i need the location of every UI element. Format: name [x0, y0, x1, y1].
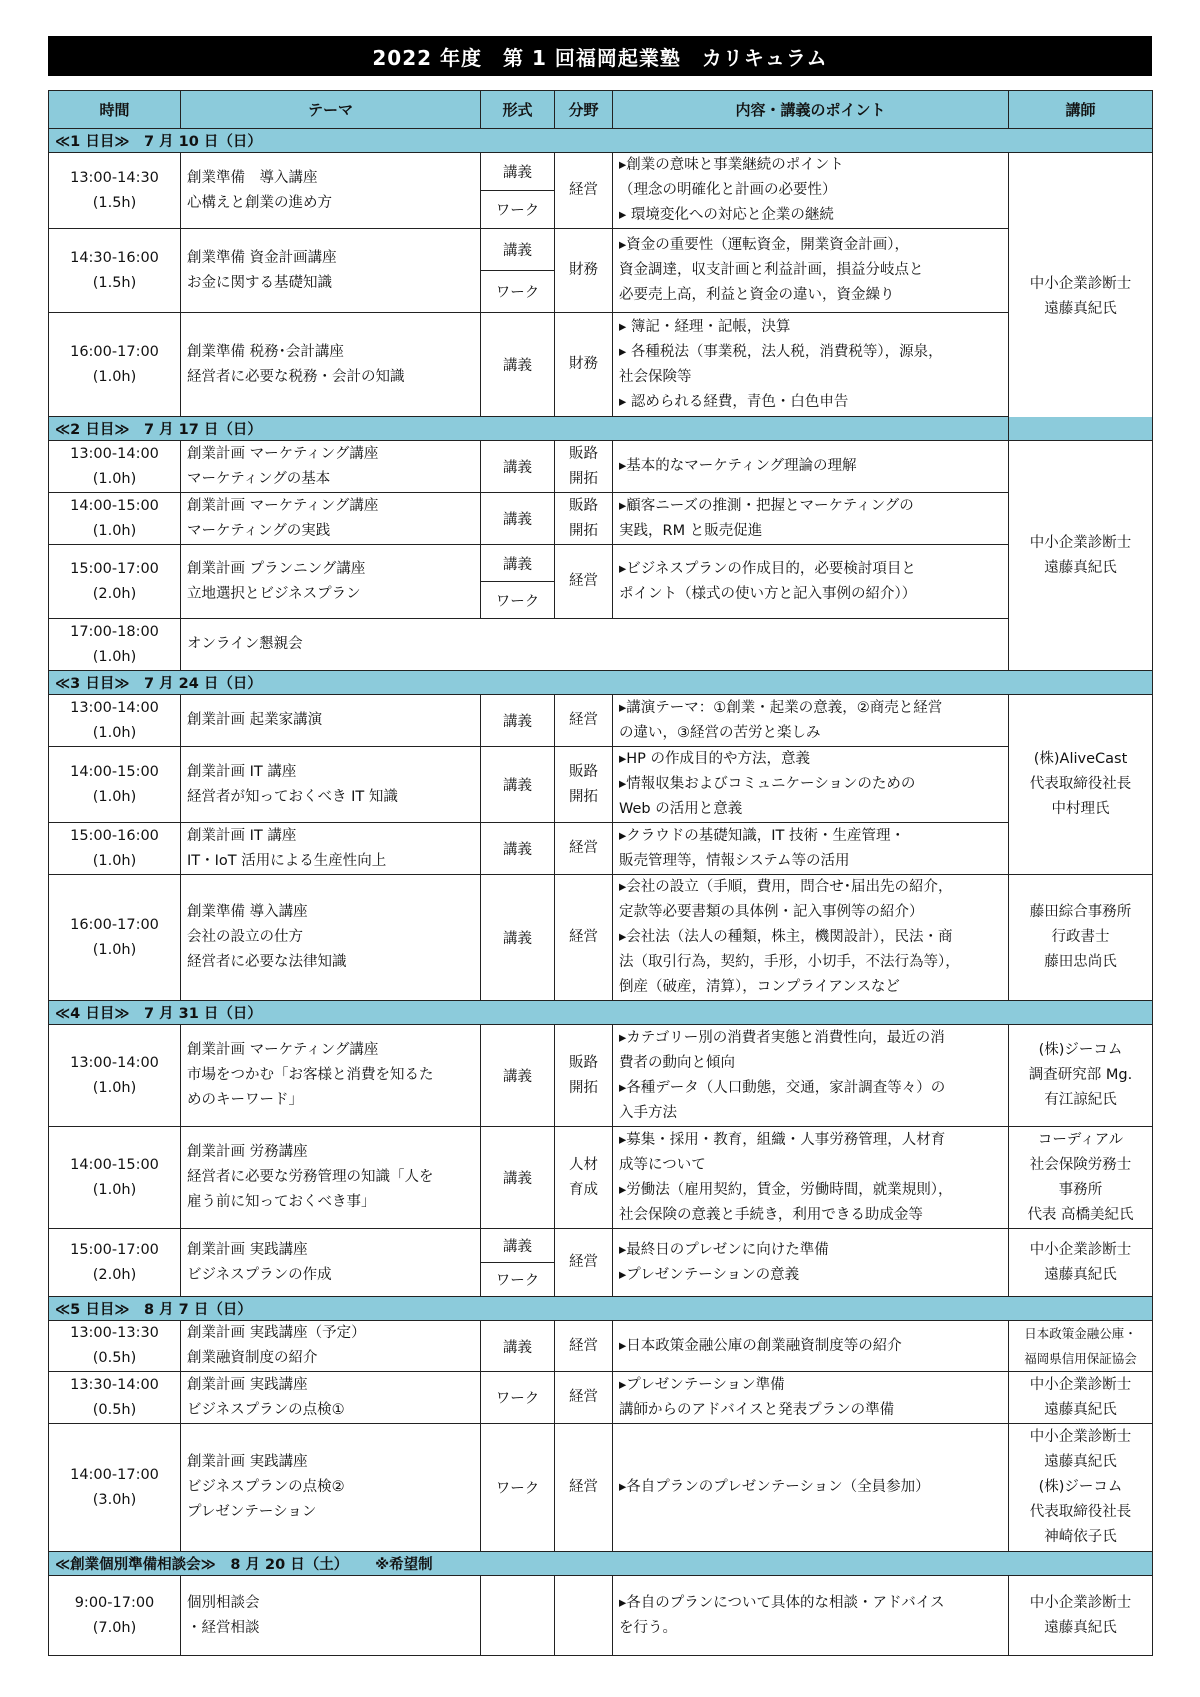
- session-time: 14:00-15:00 (1.0h): [49, 747, 181, 823]
- session-time: 14:00-15:00 (1.0h): [49, 493, 181, 545]
- session-instructor: 中小企業診断士 遠藤真紀氏: [1009, 1229, 1153, 1297]
- session-format: 講義: [481, 823, 555, 875]
- day-2-label: ≪2 日目≫ 7 月 17 日（日）: [49, 417, 1153, 441]
- session-theme: 創業準備 資金計画講座 お金に関する基礎知識: [181, 229, 481, 313]
- session-content: ▸講演テーマ：①創業・起業の意義，②商売と経営 の違い，③経営の苦労と楽しみ: [613, 695, 1009, 747]
- session-field: 経営: [555, 875, 613, 1001]
- day-3-label: ≪3 日目≫ 7 月 24 日（日）: [49, 671, 1153, 695]
- session-time: 15:00-16:00 (1.0h): [49, 823, 181, 875]
- session-field: 経営: [555, 1321, 613, 1372]
- session-field: 人材 育成: [555, 1127, 613, 1229]
- session-theme: 創業計画 実践講座（予定） 創業融資制度の紹介: [181, 1321, 481, 1372]
- session-format: 講義: [481, 695, 555, 747]
- session-content: ▸カテゴリー別の消費者実態と消費性向，最近の消 費者の動向と傾向 ▸各種データ（人口動態，交通，家計調査等々）の 入手方法: [613, 1025, 1009, 1127]
- day-4-label: ≪4 日目≫ 7 月 31 日（日）: [49, 1001, 1153, 1025]
- session-format: 講義: [481, 313, 555, 417]
- session-field: 財務: [555, 313, 613, 417]
- session-theme: 創業計画 マーケティング講座 市場をつかむ「お客様と消費を知るた めのキーワード」: [181, 1025, 481, 1127]
- session-content: ▸創業の意味と事業継続のポイント （理念の明確化と計画の必要性） ▸ 環境変化への対応と企業の継続: [613, 153, 1009, 229]
- session-time: 13:00-14:00 (1.0h): [49, 441, 181, 493]
- session-field: 経営: [555, 1372, 613, 1424]
- session-content: ▸基本的なマーケティング理論の理解: [613, 441, 1009, 493]
- session-field: 財務: [555, 229, 613, 313]
- session-field: [555, 1576, 613, 1656]
- header-theme: テーマ: [181, 91, 481, 129]
- session-field: 経営: [555, 1229, 613, 1297]
- session-instructor: 中小企業診断士 遠藤真紀氏: [1009, 1576, 1153, 1656]
- session-time: 13:00-14:00 (1.0h): [49, 695, 181, 747]
- session-format: ワーク: [481, 1424, 555, 1552]
- session-instructor: 中小企業診断士 遠藤真紀氏: [1009, 153, 1153, 441]
- session-field: 経営: [555, 153, 613, 229]
- session-format: 講義: [481, 1127, 555, 1229]
- session-time: 17:00-18:00 (1.0h): [49, 619, 181, 671]
- session-field: 販路 開拓: [555, 747, 613, 823]
- session-format: 講義: [481, 875, 555, 1001]
- session-format: 講義: [481, 545, 555, 582]
- session-content: ▸資金の重要性（運転資金，開業資金計画）， 資金調達，収支計画と利益計画，損益分岐点と 必要売上高，利益と資金の違い，資金繰り: [613, 229, 1009, 313]
- session-theme: 創業計画 IT 講座 IT・IoT 活用による生産性向上: [181, 823, 481, 875]
- session-format: ワーク: [481, 1372, 555, 1424]
- curriculum-table: [48, 90, 1153, 1656]
- session-format: ワーク: [481, 1263, 555, 1297]
- session-content: ▸会社の設立（手順，費用，問合せ･届出先の紹介， 定款等必要書類の具体例・記入事例等の紹介） ▸会社法（法人の種類，株主，機関設計），民法・商 法（取引行為，契約，手形，小切手，不法行為等）， 倒産（破産，清算），コンプライアンスなど: [613, 875, 1009, 1001]
- session-theme: 個別相談会 ・経営相談: [181, 1576, 481, 1656]
- session-theme: 創業準備 導入講座 会社の設立の仕方 経営者に必要な法律知識: [181, 875, 481, 1001]
- session-field: 経営: [555, 823, 613, 875]
- session-format: 講義: [481, 1321, 555, 1372]
- session-time: 13:30-14:00 (0.5h): [49, 1372, 181, 1424]
- session-field: 経営: [555, 695, 613, 747]
- session-time: 15:00-17:00 (2.0h): [49, 1229, 181, 1297]
- session-theme: 創業計画 実践講座 ビジネスプランの作成: [181, 1229, 481, 1297]
- session-content: ▸ビジネスプランの作成目的，必要検討項目と ポイント（様式の使い方と記入事例の紹介））: [613, 545, 1009, 619]
- session-format: 講義: [481, 229, 555, 271]
- consultation-label: ≪創業個別準備相談会≫ 8 月 20 日（土） ※希望制: [49, 1552, 1153, 1576]
- session-theme: 創業計画 実践講座 ビジネスプランの点検①: [181, 1372, 481, 1424]
- session-format: ワーク: [481, 191, 555, 229]
- session-theme: 創業計画 起業家講演: [181, 695, 481, 747]
- session-theme: 創業準備 税務･会計講座 経営者に必要な税務・会計の知識: [181, 313, 481, 417]
- session-content: ▸募集・採用・教育，組織・人事労務管理，人材育 成等について ▸労働法（雇用契約，賃金，労働時間，就業規則）， 社会保険の意義と手続き，利用できる助成金等: [613, 1127, 1009, 1229]
- session-theme: 創業計画 マーケティング講座 マーケティングの実践: [181, 493, 481, 545]
- session-theme: 創業計画 実践講座 ビジネスプランの点検② プレゼンテーション: [181, 1424, 481, 1552]
- session-instructor: (株)AliveCast 代表取締役社長 中村理氏: [1009, 695, 1153, 875]
- session-theme: 創業計画 マーケティング講座 マーケティングの基本: [181, 441, 481, 493]
- session-time: 14:00-15:00 (1.0h): [49, 1127, 181, 1229]
- session-content: ▸最終日のプレゼンに向けた準備 ▸プレゼンテーションの意義: [613, 1229, 1009, 1297]
- header-instructor: 講師: [1009, 91, 1153, 129]
- session-time: 13:00-14:30 (1.5h): [49, 153, 181, 229]
- session-theme: 創業計画 IT 講座 経営者が知っておくべき IT 知識: [181, 747, 481, 823]
- session-instructor: 中小企業診断士 遠藤真紀氏: [1009, 1372, 1153, 1424]
- session-format: ワーク: [481, 582, 555, 619]
- session-field: 経営: [555, 545, 613, 619]
- session-field: 販路 開拓: [555, 1025, 613, 1127]
- header-format: 形式: [481, 91, 555, 129]
- session-theme: 創業計画 労務講座 経営者に必要な労務管理の知識「人を 雇う前に知っておくべき事」: [181, 1127, 481, 1229]
- session-content: ▸プレゼンテーション準備 講師からのアドバイスと発表プランの準備: [613, 1372, 1009, 1424]
- session-content: ▸HP の作成目的や方法，意義 ▸情報収集およびコミュニケーションのための Web の活用と意義: [613, 747, 1009, 823]
- session-field: 販路 開拓: [555, 493, 613, 545]
- session-content: ▸クラウドの基礎知識，IT 技術・生産管理・ 販売管理等，情報システム等の活用: [613, 823, 1009, 875]
- header-field: 分野: [555, 91, 613, 129]
- session-format: 講義: [481, 747, 555, 823]
- session-field: 経営: [555, 1424, 613, 1552]
- session-format: ワーク: [481, 271, 555, 313]
- session-theme: 創業計画 プランニング講座 立地選択とビジネスプラン: [181, 545, 481, 619]
- session-theme: オンライン懇親会: [181, 619, 1009, 671]
- session-instructor: コーディアル 社会保険労務士 事務所 代表 高橋美紀氏: [1009, 1127, 1153, 1229]
- session-content: ▸顧客ニーズの推測・把握とマーケティングの 実践，RM と販売促進: [613, 493, 1009, 545]
- day-5-label: ≪5 日目≫ 8 月 7 日（日）: [49, 1297, 1153, 1321]
- session-time: 13:00-14:00 (1.0h): [49, 1025, 181, 1127]
- session-field: 販路 開拓: [555, 441, 613, 493]
- session-time: 9:00-17:00 (7.0h): [49, 1576, 181, 1656]
- session-content: ▸各自のプランについて具体的な相談・アドバイス を行う。: [613, 1576, 1009, 1656]
- session-content: ▸各自プランのプレゼンテーション（全員参加）: [613, 1424, 1009, 1552]
- session-time: 14:30-16:00 (1.5h): [49, 229, 181, 313]
- page-title: 2022 年度 第 1 回福岡起業塾 カリキュラム: [48, 36, 1152, 76]
- session-content: ▸ 簿記・経理・記帳，決算 ▸ 各種税法（事業税，法人税，消費税等），源泉， 社会保険等 ▸ 認められる経費，青色・白色申告: [613, 313, 1009, 417]
- session-time: 14:00-17:00 (3.0h): [49, 1424, 181, 1552]
- session-instructor: 中小企業診断士 遠藤真紀氏: [1009, 441, 1153, 671]
- session-instructor: 中小企業診断士 遠藤真紀氏 (株)ジーコム 代表取締役社長 神崎依子氏: [1009, 1424, 1153, 1552]
- session-time: 16:00-17:00 (1.0h): [49, 313, 181, 417]
- session-format: [481, 1576, 555, 1656]
- header-row: [49, 91, 1153, 129]
- session-instructor: (株)ジーコム 調査研究部 Mg. 有江諒紀氏: [1009, 1025, 1153, 1127]
- day-1-label: ≪1 日目≫ 7 月 10 日（日）: [49, 129, 1153, 153]
- session-time: 16:00-17:00 (1.0h): [49, 875, 181, 1001]
- header-time: 時間: [49, 91, 181, 129]
- session-format: 講義: [481, 493, 555, 545]
- session-time: 15:00-17:00 (2.0h): [49, 545, 181, 619]
- session-format: 講義: [481, 153, 555, 191]
- header-content: 内容・講義のポイント: [613, 91, 1009, 129]
- session-instructor: 藤田綜合事務所 行政書士 藤田忠尚氏: [1009, 875, 1153, 1001]
- session-content: ▸日本政策金融公庫の創業融資制度等の紹介: [613, 1321, 1009, 1372]
- session-instructor: 日本政策金融公庫・ 福岡県信用保証協会: [1009, 1321, 1153, 1372]
- session-theme: 創業準備 導入講座 心構えと創業の進め方: [181, 153, 481, 229]
- session-format: 講義: [481, 1025, 555, 1127]
- session-time: 13:00-13:30 (0.5h): [49, 1321, 181, 1372]
- session-format: 講義: [481, 441, 555, 493]
- session-format: 講義: [481, 1229, 555, 1263]
